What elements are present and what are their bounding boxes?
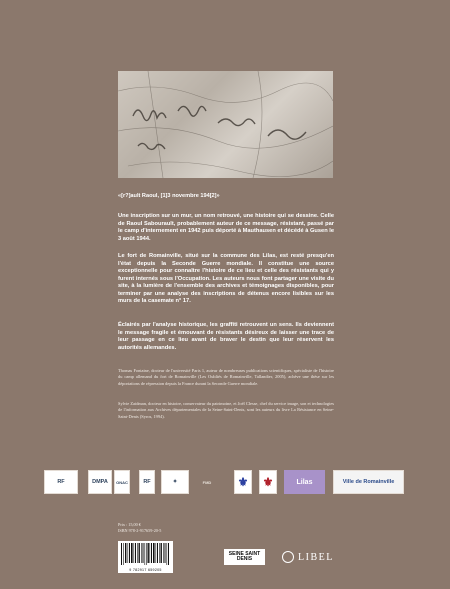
paragraph-graffiti: Éclairés par l'analyse historique, les graffiti retrouvent un sens. Ils deviennent le message fragile et émouvant de résistants désireux de laisser une trace de leur passage en ce lieu avant de braver le destin que leur réservent les autorités allemandes.: [118, 322, 334, 351]
publisher-logo-seine-saint-denis: SEINE SAINT DENIS: [224, 549, 265, 565]
barcode-bars: [118, 541, 173, 567]
logo-ministere-defense: DMPA: [88, 470, 112, 494]
libel-circle-icon: [282, 551, 294, 563]
logo-onac: ONAC: [114, 470, 130, 494]
isbn-text: ISBN 978-2-917659-20-5: [118, 528, 162, 533]
publisher-logo-libel: [282, 549, 334, 565]
publisher-name: LIBEL: [298, 551, 334, 563]
barcode-number: 9 782917 659205: [129, 568, 162, 572]
author-bio-fontaine: Thomas Fontaine, docteur de l'université Paris 1, auteur de nombreuses publications scientifiques, spécialiste de l'histoire du camp allemand du fort de Romainville (Les Oubliés de Romainville, Tallandier, 2005), achève une thèse sur les déportations de répression depuis la France durant la Seconde Guerre mondiale.: [118, 368, 334, 386]
logo-fondation: FMD: [202, 479, 212, 485]
logo-ville-les-lilas: Lilas: [284, 470, 325, 494]
partner-logos: [44, 470, 409, 496]
logo-republique-francaise: RF: [44, 470, 78, 494]
logo-seine-saint-denis-blason: ⚜: [234, 470, 252, 494]
logo-memorial: ✦: [161, 470, 189, 494]
paragraph-intro: Une inscription sur un mur, un nom retrouvé, une histoire qui se dessine. Celle de Raoul Sabourault, probablement auteur de ce message, résistant, passé par le camp d'internement en 1942 puis déporté à Mauthausen et décédé à Gusen le 3 août 1944.: [118, 213, 334, 242]
price-text: Prix : 15,00 €: [118, 522, 141, 527]
barcode: [118, 541, 173, 573]
author-bio-zaidman-clesse: Sylvie Zaidman, docteur en histoire, conservateur du patrimoine, et Joël Clesse, chef du service image, son et technologies de l'information aux Archives départementales de la Seine-Saint-Denis, sont les auteurs du livre La Résistance en Seine-Saint-Denis (Syros, 1994).: [118, 401, 334, 419]
logo-ville-blason: ⚜: [259, 470, 277, 494]
paragraph-fort: Le fort de Romainville, situé sur la commune des Lilas, est resté presqu'en l'état depuis la Seconde Guerre mondiale. Il constitue une source exceptionnelle pour connaître l'histoire de ce lieu et celle des résistants qui y furent internés sous l'Occupation. Les auteurs nous font partager une visite du site, à la lumière de l'ensemble des archives et témoignages disponibles, pour terminer par une analyse des inscriptions de détenus encore lisibles sur les murs de la casemate n° 17.: [118, 253, 334, 304]
logo-prefecture: RF: [139, 470, 155, 494]
inscription-photo: [118, 71, 333, 178]
price-isbn: [118, 522, 161, 534]
logo-ville-romainville: Ville de Romainville: [333, 470, 404, 494]
photo-caption: «[r?]ault Raoul, [1]3 novembre 194[2]»: [118, 193, 220, 199]
